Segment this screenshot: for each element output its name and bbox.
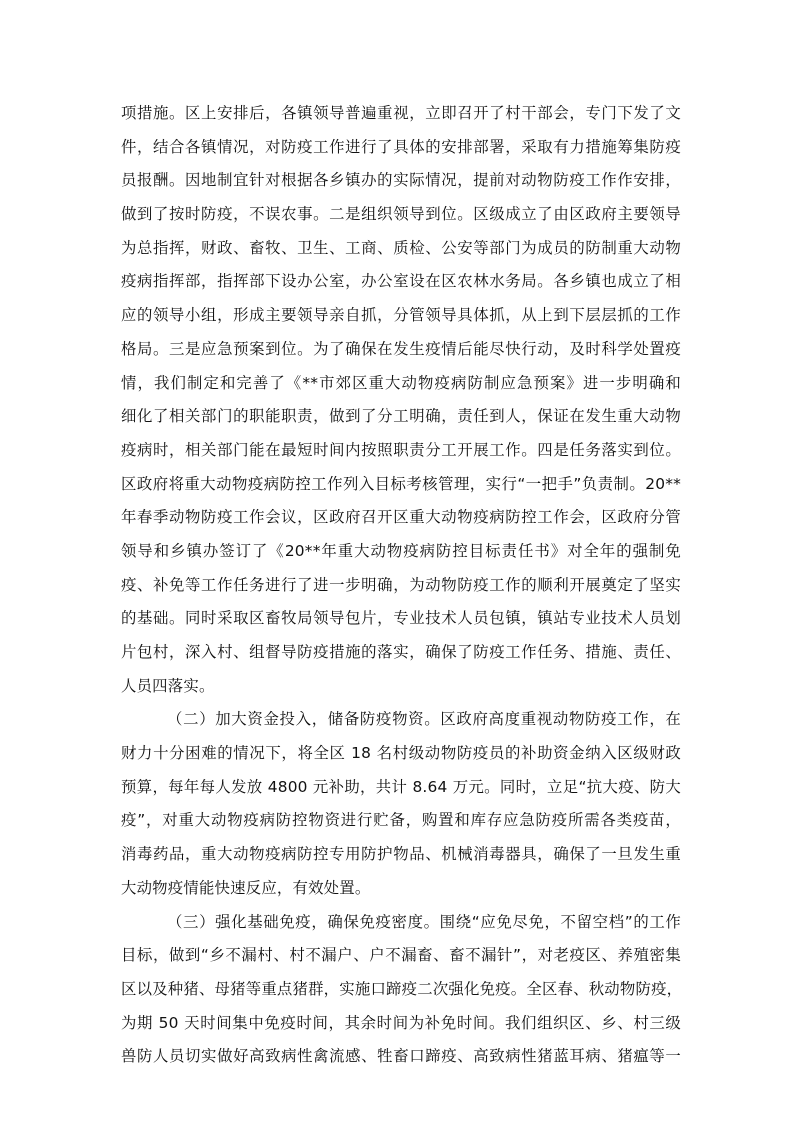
text-line: 疫”，对重大动物疫病防控物资进行贮备，购置和库存应急防疫所需各类疫苗， (121, 811, 681, 830)
text-line: 员报酬。因地制宜针对根据各乡镇办的实际情况，提前对动物防疫工作作安排， (121, 171, 681, 190)
text-line: 片包村，深入村、组督导防疫措施的落实，确保了防疫工作任务、措施、责任、 (121, 643, 681, 661)
text-line: 细化了相关部门的职能职责，做到了分工明确，责任到人，保证在发生重大动物 (121, 407, 681, 426)
text-line: 预算，每年每人发放 4800 元补助，共计 8.64 万元。同时，立足“抗大疫、防大 (121, 777, 681, 796)
text-line: 区以及种猪、母猪等重点猪群，实施口蹄疫二次强化免疫。全区春、秋动物防疫， (121, 979, 683, 998)
text-line: 疫、补免等工作任务进行了进一步明确，为动物防疫工作的顺利开展奠定了坚实 (121, 575, 681, 594)
paragraph-start: （二）加大资金投入，储备防疫物资。区政府高度重视动物防疫工作，在 (167, 710, 681, 729)
text-line: 疫病时，相关部门能在最短时间内按照职责分工开展工作。四是任务落实到位。 (121, 440, 681, 459)
text-line: 应的领导小组，形成主要领导亲自抓，分管领导具体抓，从上到下层层抓的工作 (121, 306, 681, 325)
text-line: 年春季动物防疫工作会议，区政府召开区重大动物疫病防控工作会，区政府分管 (121, 508, 681, 527)
text-line: 格局。三是应急预案到位。为了确保在发生疫情后能尽快行动，及时科学处置疫 (121, 339, 681, 358)
text-line: 兽防人员切实做好高致病性禽流感、牲畜口蹄疫、高致病性猪蓝耳病、猪瘟等一 (121, 1047, 681, 1066)
text-line: 消毒药品，重大动物疫病防控专用防护物品、机械消毒器具，确保了一旦发生重 (121, 845, 681, 864)
paragraph-start: （三）强化基础免疫，确保免疫密度。围绕“应免尽免，不留空档”的工作 (167, 912, 681, 931)
text-line: 为总指挥，财政、畜牧、卫生、工商、质检、公安等部门为成员的防制重大动物 (121, 238, 681, 257)
text-line: 疫病指挥部，指挥部下设办公室，办公室设在区农林水务局。各乡镇也成立了相 (121, 272, 681, 291)
text-line: 做到了按时防疫，不误农事。二是组织领导到位。区级成立了由区政府主要领导 (121, 205, 681, 224)
text-line: 为期 50 天时间集中免疫时间，其余时间为补免时间。我们组织区、乡、村三级 (121, 1013, 681, 1032)
text-line: 区政府将重大动物疫病防控工作列入目标考核管理，实行“一把手”负责制。20** (121, 474, 681, 493)
text-line: 的基础。同时采取区畜牧局领导包片，专业技术人员包镇，镇站专业技术人员划 (121, 609, 681, 628)
text-line: 财力十分困难的情况下，将全区 18 名村级动物防疫员的补助资金纳入区级财政 (121, 744, 681, 763)
text-line: 目标，做到“乡不漏村、村不漏户、户不漏畜、畜不漏针”，对老疫区、养殖密集 (121, 946, 681, 965)
text-line: 大动物疫情能快速反应，有效处置。 (121, 878, 371, 897)
body-text (121, 97, 681, 1074)
text-line: 情，我们制定和完善了《**市郊区重大动物疫病防制应急预案》进一步明确和 (121, 373, 681, 392)
text-line: 领导和乡镇办签订了《20**年重大动物疫病防控目标责任书》对全年的强制免 (121, 541, 681, 560)
text-line: 人员四落实。 (121, 676, 215, 695)
text-line: 件，结合各镇情况，对防疫工作进行了具体的安排部署，采取有力措施筹集防疫 (121, 137, 681, 156)
text-line: 项措施。区上安排后，各镇领导普遍重视，立即召开了村干部会，专门下发了文 (121, 104, 681, 122)
